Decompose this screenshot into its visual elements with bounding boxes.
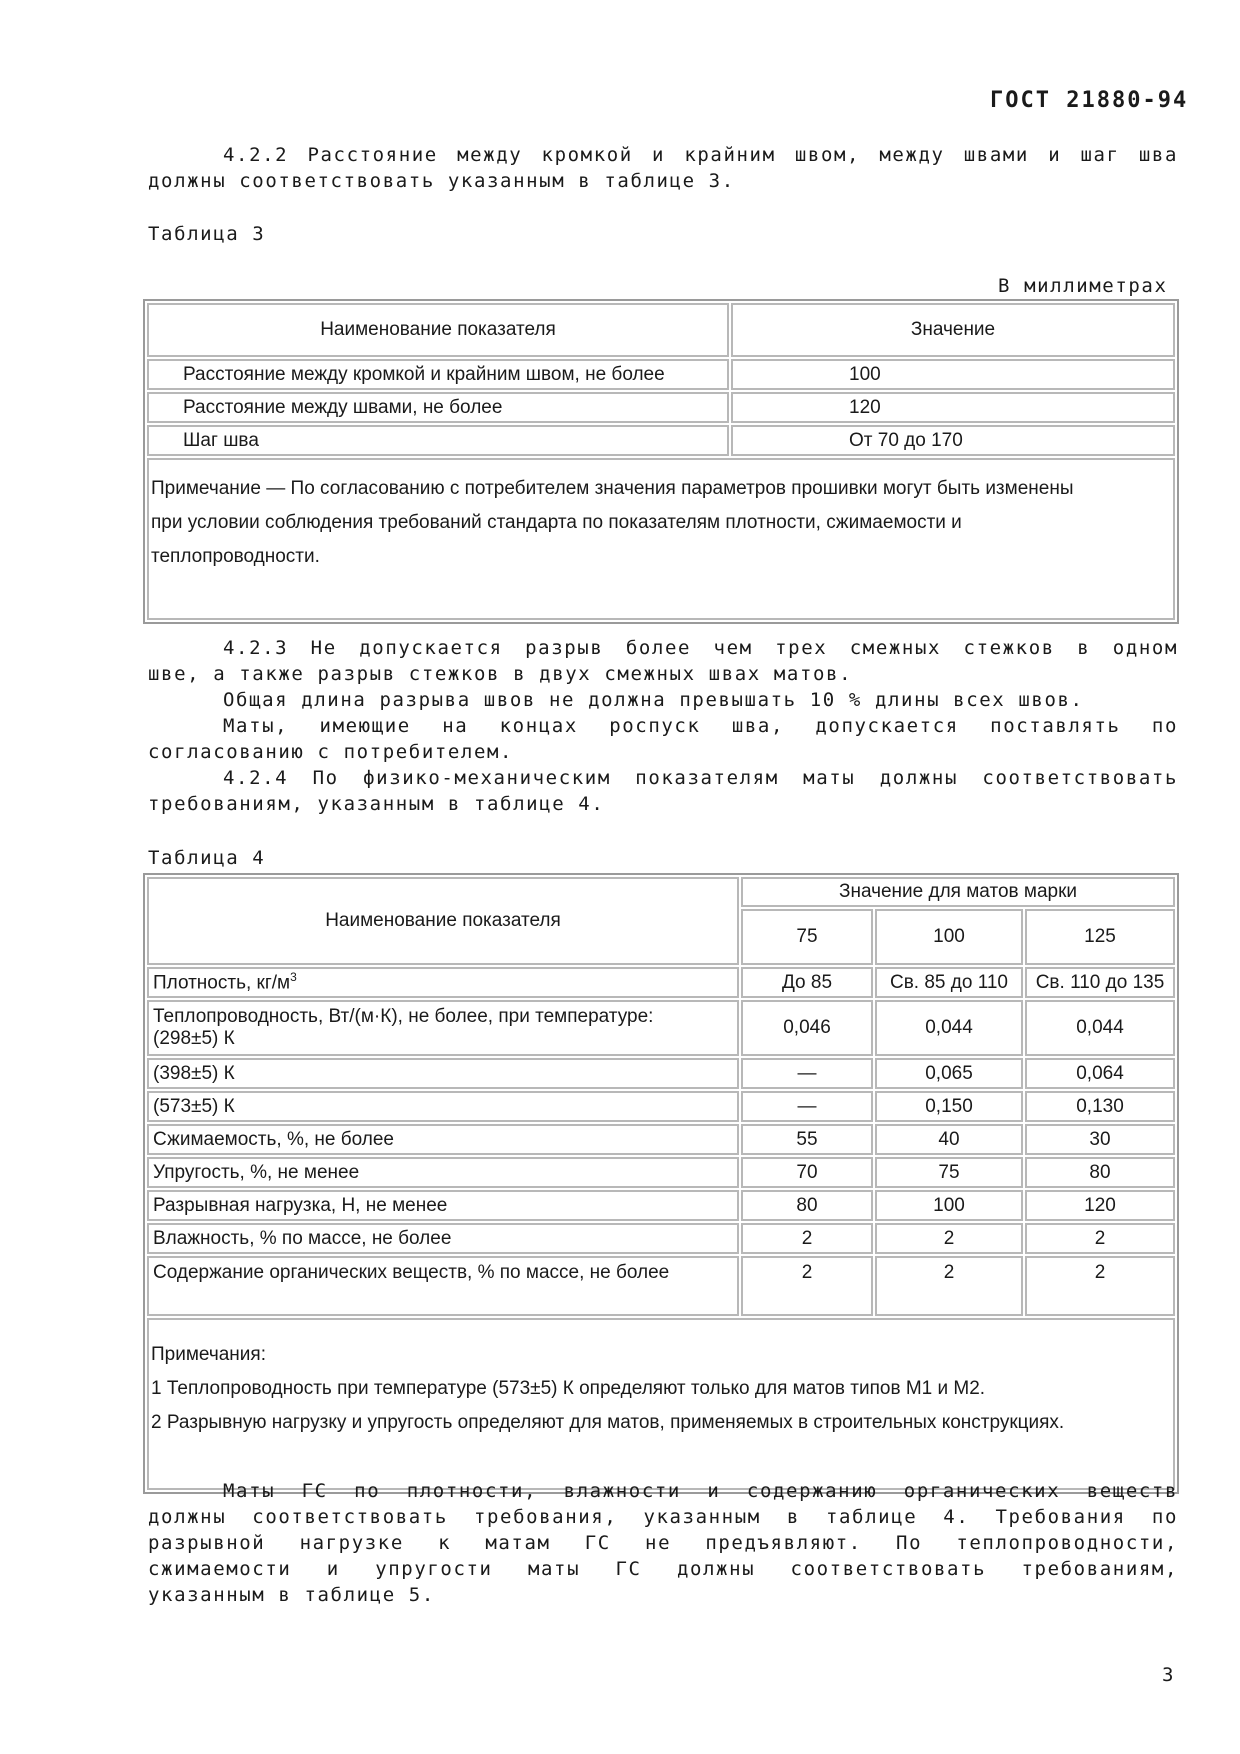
table4-cell: Св. 85 до 110 bbox=[875, 967, 1023, 998]
table3-cell-name: Расстояние между швами, не более bbox=[147, 392, 729, 423]
table-row bbox=[147, 1223, 1175, 1254]
table4-header-group: Значение для матов марки bbox=[741, 877, 1175, 907]
paragraph-line: 4.2.2 Расстояние между кромкой и крайним швом, между швами и шаг шва bbox=[223, 144, 1178, 166]
table4-cell: 120 bbox=[1025, 1190, 1175, 1221]
table-row bbox=[147, 1256, 1175, 1316]
table4-cell: 80 bbox=[1025, 1157, 1175, 1188]
paragraph-gs bbox=[148, 1478, 1178, 1608]
table-row bbox=[147, 425, 1175, 456]
table-row bbox=[147, 1124, 1175, 1155]
table4-header-grade: 75 bbox=[741, 909, 873, 965]
table4-cell: 55 bbox=[741, 1124, 873, 1155]
table4-cell: 2 bbox=[1025, 1223, 1175, 1254]
table-row bbox=[147, 392, 1175, 423]
paragraph-line: сжимаемости и упругости маты ГС должны соответствовать требованиям, bbox=[148, 1558, 1178, 1580]
table4-cell-name: Влажность, % по массе, не более bbox=[147, 1223, 739, 1254]
paragraph-line: шве, а также разрыв стежков в двух смежных швах матов. bbox=[148, 663, 853, 685]
table4-cell: 0,044 bbox=[875, 1000, 1023, 1056]
table4-cell: 0,044 bbox=[1025, 1000, 1175, 1056]
note-title: Примечания: bbox=[151, 1344, 266, 1365]
table4-cell: 80 bbox=[741, 1190, 873, 1221]
table3-cell-value: От 70 до 170 bbox=[731, 425, 1175, 456]
table4-cell: 2 bbox=[875, 1223, 1023, 1254]
paragraph-line: должны соответствовать указанным в таблице 3. bbox=[148, 170, 735, 192]
paragraph-line: разрывной нагрузке к матам ГС не предъявляют. По теплопроводности, bbox=[148, 1532, 1178, 1554]
note-line: при условии соблюдения требований стандарта по показателям плотности, сжимаемости и bbox=[151, 512, 962, 533]
table4-caption: Таблица 4 bbox=[148, 847, 266, 869]
table4-cell: 70 bbox=[741, 1157, 873, 1188]
paragraph-line: согласованию с потребителем. bbox=[148, 741, 514, 763]
table3-header-name: Наименование показателя bbox=[147, 303, 729, 357]
paragraph-line: указанным в таблице 5. bbox=[148, 1584, 435, 1606]
note-line: теплопроводности. bbox=[151, 546, 320, 567]
table3-units: В миллиметрах bbox=[998, 275, 1168, 297]
table3-note bbox=[147, 458, 1175, 620]
table-row bbox=[147, 1058, 1175, 1089]
note-line: Примечание — По согласованию с потребителем значения параметров прошивки могут быть изменены bbox=[151, 478, 1074, 499]
table4-header-grade: 125 bbox=[1025, 909, 1175, 965]
document-code: ГОСТ 21880-94 bbox=[990, 88, 1189, 113]
table4-cell: 2 bbox=[1025, 1256, 1175, 1316]
table4-cell: 75 bbox=[875, 1157, 1023, 1188]
table-row bbox=[147, 1000, 1175, 1056]
table4-cell: 0,150 bbox=[875, 1091, 1023, 1122]
paragraph-line: требованиям, указанным в таблице 4. bbox=[148, 793, 605, 815]
table4-cell-name: (398±5) К bbox=[147, 1058, 739, 1089]
table4-cell: 2 bbox=[741, 1256, 873, 1316]
table4-cell: 100 bbox=[875, 1190, 1023, 1221]
paragraph-line: Маты, имеющие на концах роспуск шва, допускается поставлять по bbox=[223, 715, 1178, 737]
table4-cell: 40 bbox=[875, 1124, 1023, 1155]
table4-cell: 2 bbox=[741, 1223, 873, 1254]
paragraph-4-2-4 bbox=[148, 765, 1178, 817]
table3-cell-name: Шаг шва bbox=[147, 425, 729, 456]
table4-cell-name: Теплопроводность, Вт/(м·К), не более, при температуре: (298±5) К bbox=[147, 1000, 739, 1056]
table4-cell: 0,065 bbox=[875, 1058, 1023, 1089]
table3-caption: Таблица 3 bbox=[148, 223, 266, 245]
table4-cell-name: Содержание органических веществ, % по массе, не более bbox=[147, 1256, 739, 1316]
paragraph-4-2-2 bbox=[148, 142, 1178, 194]
table4-header-grade: 100 bbox=[875, 909, 1023, 965]
table4-cell: 0,046 bbox=[741, 1000, 873, 1056]
table4-cell: 2 bbox=[875, 1256, 1023, 1316]
table-4 bbox=[143, 873, 1179, 1494]
table4-cell: 0,064 bbox=[1025, 1058, 1175, 1089]
table3-cell-value: 100 bbox=[731, 359, 1175, 390]
table-row bbox=[147, 1190, 1175, 1221]
paragraph-line: 4.2.4 По физико-механическим показателям маты должны соответствовать bbox=[223, 767, 1178, 789]
table3-header-value: Значение bbox=[731, 303, 1175, 357]
table4-cell-name: Сжимаемость, %, не более bbox=[147, 1124, 739, 1155]
paragraph-line: Маты ГС по плотности, влажности и содержанию органических веществ bbox=[223, 1480, 1178, 1502]
paragraph-line: 4.2.3 Не допускается разрыв более чем трех смежных стежков в одном bbox=[223, 637, 1178, 659]
paragraph-4-2-3 bbox=[148, 635, 1178, 765]
note-line: 2 Разрывную нагрузку и упругость определяют для матов, применяемых в строительных конструкциях. bbox=[151, 1412, 1065, 1433]
note-line: 1 Теплопроводность при температуре (573±5) К определяют только для матов типов М1 и М2. bbox=[151, 1378, 986, 1399]
table4-header-name: Наименование показателя bbox=[147, 877, 739, 965]
table4-cell-name: (573±5) К bbox=[147, 1091, 739, 1122]
table4-notes bbox=[147, 1318, 1175, 1490]
paragraph-line: должны соответствовать требования, указанным в таблице 4. Требования по bbox=[148, 1506, 1178, 1528]
table4-cell: Св. 110 до 135 bbox=[1025, 967, 1175, 998]
table-row bbox=[147, 1091, 1175, 1122]
table4-cell-name: Плотность, $кг/м^3$ bbox=[147, 967, 739, 998]
table-row bbox=[147, 359, 1175, 390]
page-number: 3 bbox=[1162, 1664, 1176, 1686]
paragraph-line: Общая длина разрыва швов не должна превышать 10 % длины всех швов. bbox=[223, 689, 1084, 711]
table4-cell: — bbox=[741, 1058, 873, 1089]
table4-cell-name: Упругость, %, не менее bbox=[147, 1157, 739, 1188]
table4-cell: До 85 bbox=[741, 967, 873, 998]
table3-cell-name: Расстояние между кромкой и крайним швом, не более bbox=[147, 359, 729, 390]
table3-cell-value: 120 bbox=[731, 392, 1175, 423]
table-3 bbox=[143, 299, 1179, 624]
table-row bbox=[147, 1157, 1175, 1188]
table4-cell: — bbox=[741, 1091, 873, 1122]
table4-cell-name: Разрывная нагрузка, Н, не менее bbox=[147, 1190, 739, 1221]
table4-cell: 0,130 bbox=[1025, 1091, 1175, 1122]
table-row bbox=[147, 967, 1175, 998]
table4-cell: 30 bbox=[1025, 1124, 1175, 1155]
